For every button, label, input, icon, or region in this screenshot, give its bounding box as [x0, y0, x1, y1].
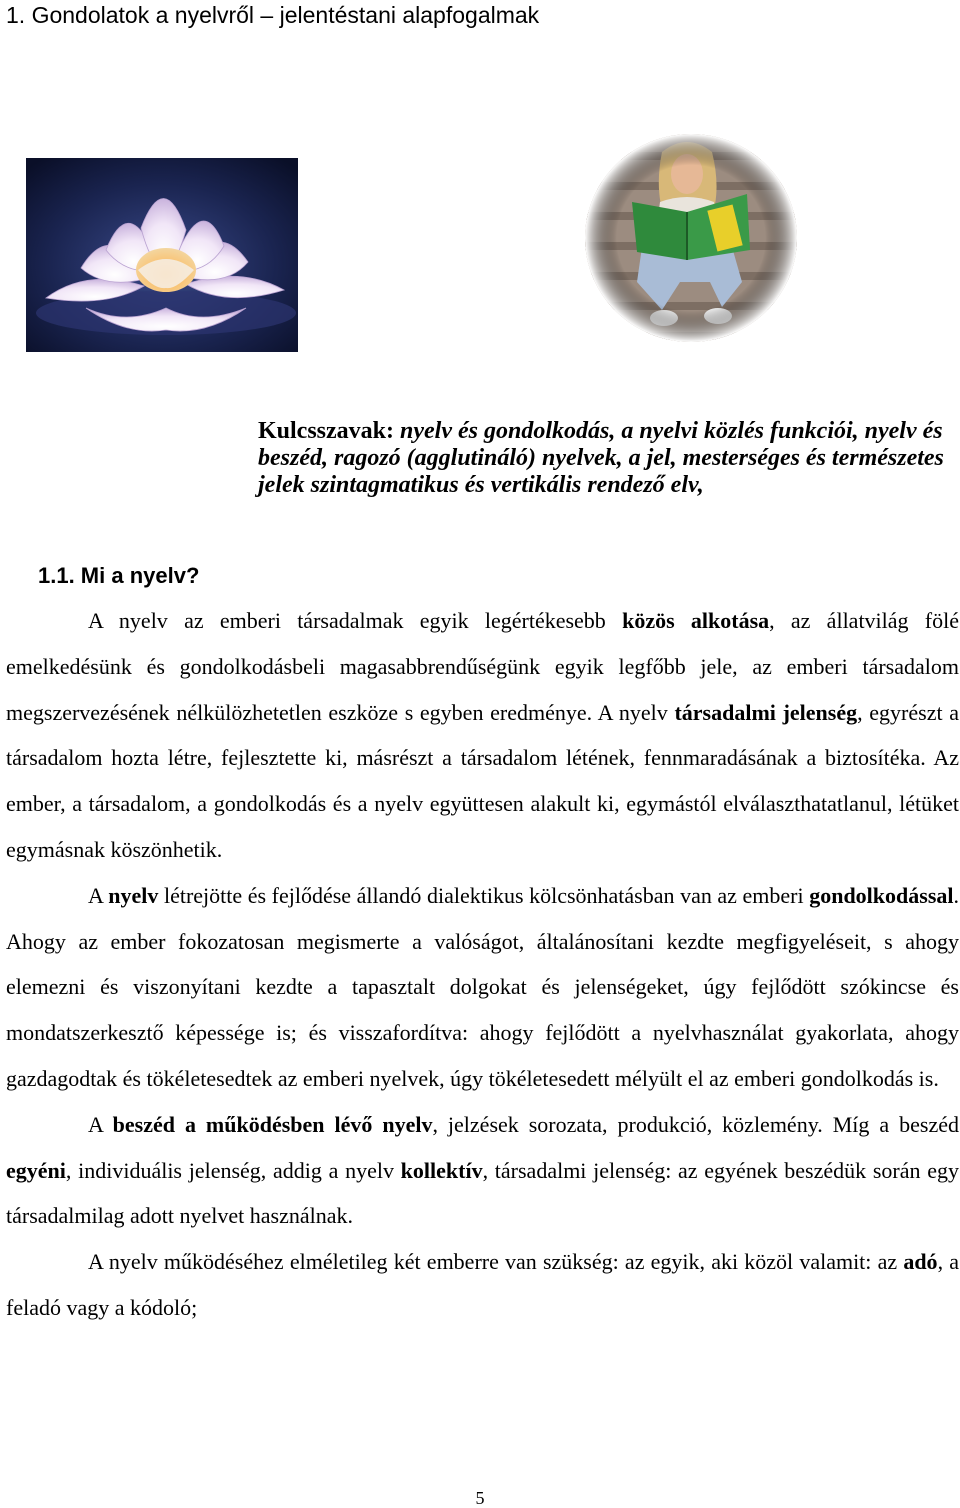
- text-run: , egyrészt a társadalom hozta létre, fejlesztette ki, másrészt a társadalom létének, fennmaradásának a biztosítéka. Az ember, a társadalom, a gondolkodás és a nyelv együttesen alakult ki, egymástól elválaszthatatlanul, létüket egymásnak köszönhetik.: [6, 699, 960, 862]
- bold-term: kollektív: [400, 1157, 483, 1183]
- text-run: , jelzések sorozata, produkció, közlemény. Míg a beszéd: [432, 1111, 959, 1137]
- text-run: A nyelv az emberi társadalmak egyik legértékesebb: [88, 608, 623, 633]
- bold-term: beszéd a működésben lévő nyelv: [112, 1111, 433, 1137]
- keywords-label: Kulcsszavak:: [258, 418, 395, 444]
- bold-term: közös alkotása: [622, 608, 770, 633]
- text-run: , az állatvilág fölé emelkedésünk és gondolkodásbeli magasabbrendűségünk egyik legfőbb jele, az emberi társadalom megszervezésének nélkülözhetetlen eszköze s egyben eredménye. A nyelv: [6, 608, 960, 725]
- text-run: A: [88, 882, 109, 908]
- lotus-flower-image: [26, 158, 298, 352]
- text-run: A: [88, 1111, 113, 1137]
- bold-term: egyéni: [6, 1157, 66, 1183]
- text-run: A nyelv működéséhez elméletileg két emberre van szükség: az egyik, aki közöl valamit: az: [88, 1249, 904, 1275]
- bold-term: adó: [903, 1249, 938, 1275]
- paragraph: [6, 598, 959, 873]
- paragraph: [6, 1239, 959, 1331]
- keywords-block: [258, 418, 958, 499]
- text-run: létrejötte és fejlődése állandó dialektikus kölcsönhatásban van az emberi: [158, 882, 810, 908]
- text-run: , a feladó vagy a kódoló;: [6, 1249, 960, 1320]
- text-run: , individuális jelenség, addig a nyelv: [65, 1157, 401, 1183]
- text-run: . Ahogy az ember fokozatosan megismerte a valóságot, általánosítani kezdte megfigyeléseit, s ahogy elemezni és viszonyítani kezdte a tapasztalt dolgokat és jelenségeket, úgy fejlődött szókincse és mondatszerkesztő képessége is; és visszafordítva: ahogy fejlődött a nyelvhasználat gyakorlata, ahogy gazdagodtak és tökéletesedtek az emberi nyelvek, úgy tökéletesedett mélyült el az emberi gondolkodás is.: [6, 882, 959, 1091]
- body-text: [6, 598, 959, 1331]
- text-run: , társadalmi jelenség: az egyének beszédük során egy társadalmilag adott nyelvet használnak.: [6, 1157, 959, 1229]
- paragraph: [6, 873, 959, 1102]
- keywords-text: nyelv és gondolkodás, a nyelvi közlés funkciói, nyelv és beszéd, ragozó (agglutináló) nyelvek, a jel, mesterséges és természetes jelek szintagmatikus és vertikális rendező elv,: [258, 418, 944, 498]
- girl-reading-book-image: [582, 132, 800, 344]
- page-number: 5: [475, 1488, 485, 1508]
- chapter-title: 1. Gondolatok a nyelvről – jelentéstani alapfogalmak: [6, 2, 540, 28]
- bold-term: társadalmi jelenség: [674, 699, 858, 725]
- paragraph: [6, 1102, 959, 1239]
- bold-term: gondolkodással: [809, 882, 954, 908]
- section-title: 1.1. Mi a nyelv?: [38, 563, 200, 588]
- bold-term: nyelv: [108, 882, 159, 908]
